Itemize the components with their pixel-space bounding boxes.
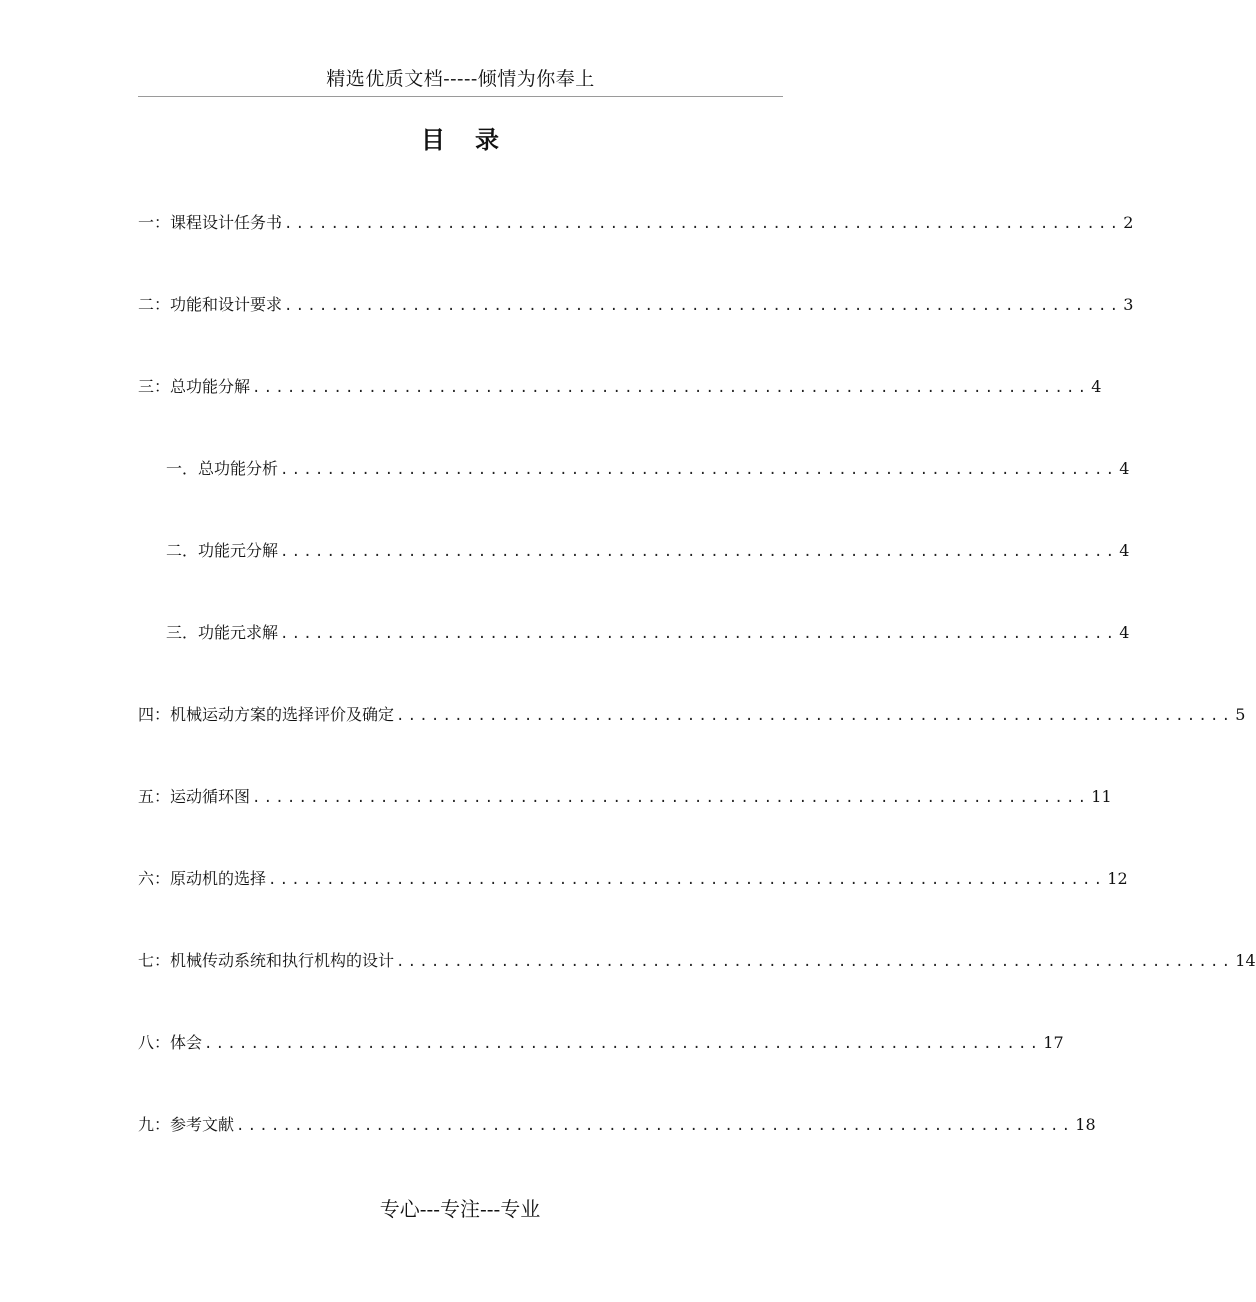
header-text: 精选优质文档-----倾情为你奉上 [326, 68, 595, 90]
toc-entry-page: 4 [1119, 623, 1130, 642]
toc-entry[interactable] [166, 538, 1130, 564]
toc-entry-label: 二．功能元分解 [166, 541, 279, 560]
toc-entry-page: 11 [1091, 787, 1112, 806]
toc-title-char-1: 目 [421, 126, 445, 154]
toc-entry-leader: ........................................................................ [252, 380, 1090, 396]
toc-entry[interactable] [138, 948, 1256, 974]
toc-title-char-2: 录 [475, 126, 499, 154]
toc-entry-label: 一．总功能分析 [166, 459, 279, 478]
toc-entry-leader: ........................................................................ [236, 1118, 1074, 1134]
toc-entry[interactable] [138, 866, 1128, 892]
toc-entry-label: 六：原动机的选择 [138, 869, 267, 888]
toc-entry-page: 4 [1119, 459, 1130, 478]
toc-entry-leader: ........................................................................ [280, 626, 1118, 642]
toc-entry-label: 一：课程设计任务书 [138, 213, 283, 232]
toc-entry[interactable] [166, 456, 1130, 482]
toc-entry-page: 18 [1075, 1115, 1096, 1134]
toc-entry-page: 2 [1123, 213, 1134, 232]
toc-entry-label: 七：机械传动系统和执行机构的设计 [138, 951, 395, 970]
toc-entry-label: 八：体会 [138, 1033, 203, 1052]
toc-entry-label: 四：机械运动方案的选择评价及确定 [138, 705, 395, 724]
toc-entry-label: 五：运动循环图 [138, 787, 251, 806]
toc-entry[interactable] [138, 1030, 1064, 1056]
toc-entry[interactable] [138, 210, 1134, 236]
toc-entry-page: 4 [1119, 541, 1130, 560]
toc-entry-leader: ........................................................................ [252, 790, 1090, 806]
toc-entry[interactable] [138, 374, 1102, 400]
toc-entry-leader: ........................................................................ [204, 1036, 1042, 1052]
toc-entry-leader: ........................................................................ [396, 954, 1234, 970]
page-header [138, 62, 783, 97]
toc-entry-leader: ........................................................................ [284, 216, 1122, 232]
toc-entry[interactable] [138, 702, 1246, 728]
toc-entry[interactable] [138, 292, 1134, 318]
toc-entry-page: 17 [1043, 1033, 1064, 1052]
page-footer [0, 1194, 920, 1224]
toc-entry-page: 3 [1123, 295, 1134, 314]
toc-entry-leader: ........................................................................ [280, 544, 1118, 560]
toc-entry-label: 三．功能元求解 [166, 623, 279, 642]
toc-entry[interactable] [138, 784, 1112, 810]
toc-entry-leader: ........................................................................ [396, 708, 1234, 724]
toc-entry[interactable] [166, 620, 1130, 646]
toc-entry[interactable] [138, 1112, 1096, 1138]
toc-entry-leader: ........................................................................ [284, 298, 1122, 314]
toc-title [0, 122, 920, 158]
toc-entry-page: 4 [1091, 377, 1102, 396]
toc-entry-leader: ........................................................................ [280, 462, 1118, 478]
toc-entry-page: 5 [1235, 705, 1246, 724]
toc-entry-page: 12 [1107, 869, 1128, 888]
toc-entry-page: 14 [1235, 951, 1256, 970]
footer-text: 专心---专注---专业 [379, 1197, 541, 1221]
toc-entry-leader: ........................................................................ [268, 872, 1106, 888]
toc-entry-label: 九：参考文献 [138, 1115, 235, 1134]
toc-entry-label: 二：功能和设计要求 [138, 295, 283, 314]
toc-entry-label: 三：总功能分解 [138, 377, 251, 396]
